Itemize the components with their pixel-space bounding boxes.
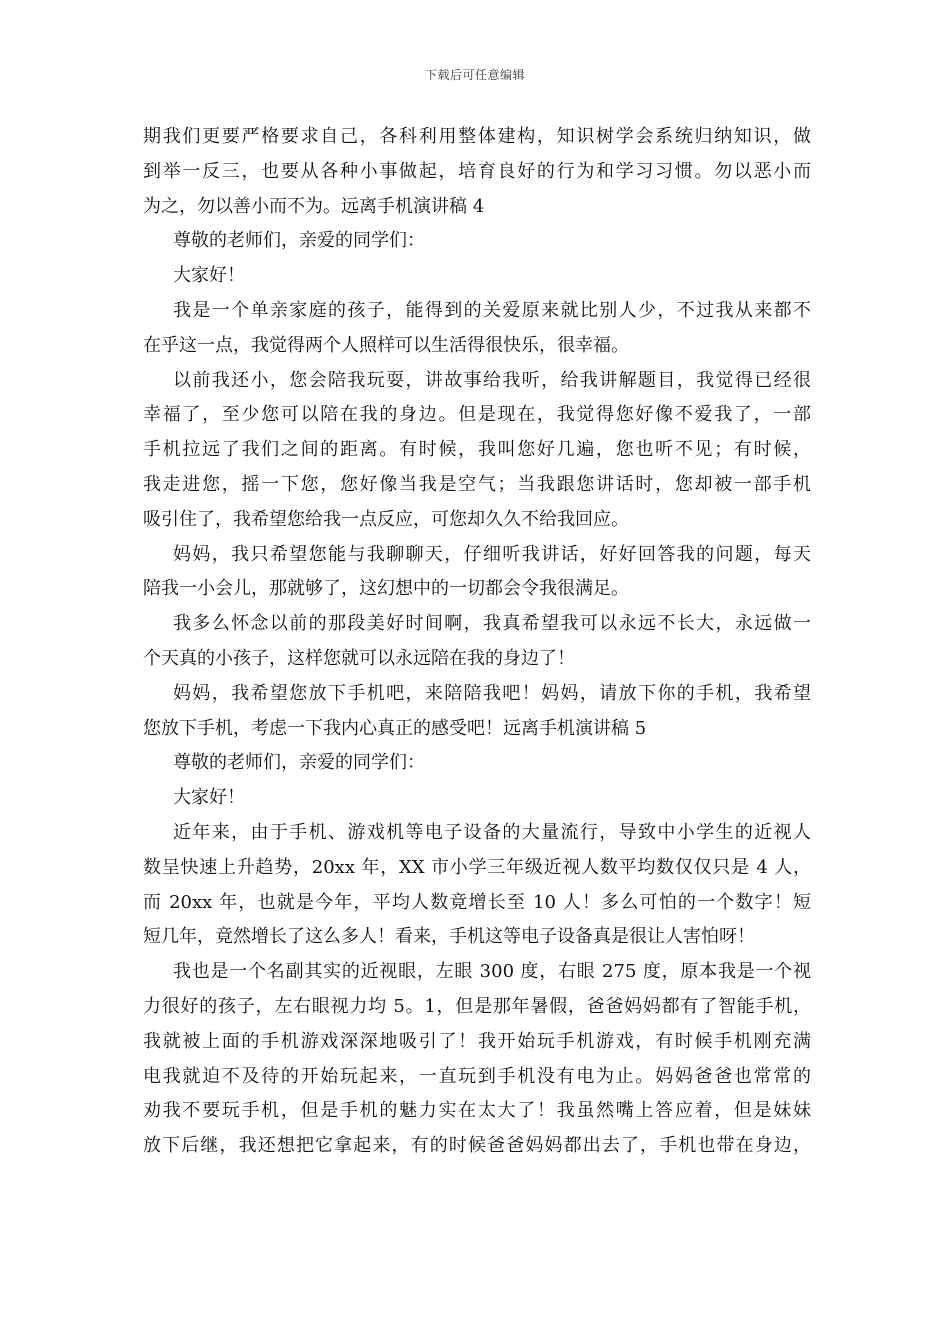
text-line: 放下后继，我还想把它拿起来，有的时候爸爸妈妈都出去了，手机也带在身边， [143,1135,811,1157]
text-line: 在乎这一点，我觉得两个人照样可以生活得很快乐，很幸福。 [143,334,629,356]
text-line: 吸引住了，我希望您给我一点反应，可您却久久不给我回应。 [143,508,629,530]
text-line: 为之，勿以善小而不为。远离手机演讲稿 4 [143,195,485,217]
text-line: 妈妈，我只希望您能与我聊聊天，仔细听我讲话，好好回答我的问题，每天 [173,543,811,565]
text-line: 到举一反三，也要从各种小事做起，培育良好的行为和学习习惯。勿以恶小而 [143,160,811,182]
text-line: 大家好！ [173,787,245,809]
text-line: 数呈快速上升趋势，20xx 年，XX 市小学三年级近视人数平均数仅仅只是 4 人， [143,856,811,878]
text-line: 手机拉远了我们之间的距离。有时候，我叫您好几遍，您也听不见；有时候， [143,439,811,461]
text-line: 近年来，由于手机、游戏机等电子设备的大量流行，导致中小学生的近视人 [173,821,811,843]
text-line: 陪我一小会儿，那就够了，这幻想中的一切都会令我很满足。 [143,578,629,600]
text-line: 电我就迫不及待的开始玩起来，一直玩到手机没有电为止。妈妈爸爸也常常的 [143,1065,811,1087]
text-line: 我就被上面的手机游戏深深地吸引了！我开始玩手机游戏，有时候手机刚充满 [143,1030,811,1052]
text-line: 我多么怀念以前的那段美好时间啊，我真希望我可以永远不长大，永远做一 [173,613,811,635]
text-line: 幸福了，至少您可以陪在我的身边。但是现在，我觉得您好像不爱我了，一部 [143,404,811,426]
text-line: 尊敬的老师们，亲爱的同学们： [173,752,425,774]
text-line: 我走进您，摇一下您，您好像当我是空气；当我跟您讲话时，您却被一部手机 [143,473,811,495]
text-line: 个天真的小孩子，这样您就可以永远陪在我的身边了！ [143,647,575,669]
text-line: 大家好！ [173,265,245,287]
page-header: 下载后可任意编辑 [424,68,525,82]
text-line: 尊敬的老师们，亲爱的同学们： [173,230,425,252]
text-line: 期我们更要严格要求自己，各科利用整体建构，知识树学会系统归纳知识，做 [143,126,811,147]
text-line: 力很好的孩子，左右眼视力均 5。1，但是那年暑假，爸爸妈妈都有了智能手机， [143,995,811,1017]
text-line: 妈妈，我希望您放下手机吧，来陪陪我吧！妈妈，请放下你的手机，我希望 [173,682,811,704]
text-line: 我是一个单亲家庭的孩子，能得到的关爱原来就比别人少，不过我从来都不 [173,299,811,321]
text-line: 以前我还小，您会陪我玩耍，讲故事给我听，给我讲解题目，我觉得已经很 [173,369,811,391]
text-line: 劝我不要玩手机，但是手机的魅力实在太大了！我虽然嘴上答应着，但是妹妹 [143,1100,811,1122]
text-line: 您放下手机，考虑一下我内心真正的感受吧！远离手机演讲稿 5 [143,717,647,739]
text-line: 我也是一个名副其实的近视眼，左眼 300 度，右眼 275 度，原本我是一个视 [173,961,811,983]
text-line: 短几年，竟然增长了这么多人！看来，手机这等电子设备真是很让人害怕呀！ [143,926,755,948]
text-line: 而 20xx 年，也就是今年，平均人数竟增长至 10 人！多么可怕的一个数字！短 [143,891,811,913]
document-body [143,120,811,1164]
